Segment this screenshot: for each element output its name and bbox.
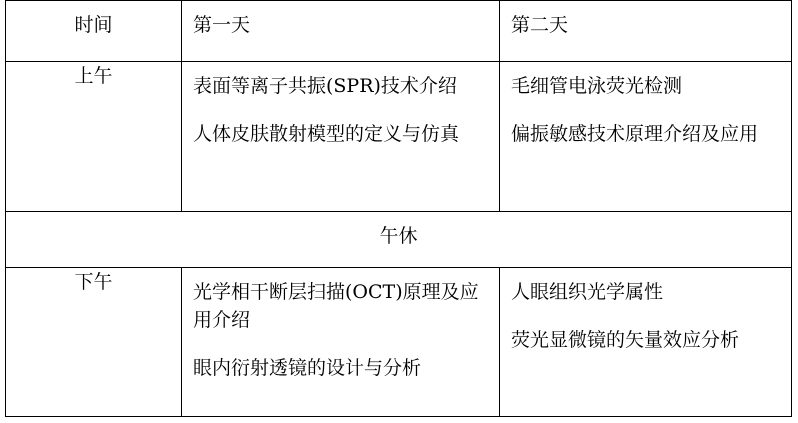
afternoon-label: 下午 [74, 271, 113, 293]
afternoon-day1-topic-2: 眼内衍射透镜的设计与分析 [193, 357, 422, 379]
lunch-row [6, 212, 792, 268]
header-day1-label: 第一天 [193, 14, 251, 36]
morning-day2-topic-2: 偏振敏感技术原理介绍及应用 [511, 123, 759, 145]
morning-row [6, 62, 792, 212]
morning-time-cell [6, 62, 182, 212]
header-row [6, 1, 792, 62]
morning-day2-cell [500, 62, 792, 212]
lunch-label: 午休 [379, 225, 418, 247]
schedule-table [5, 0, 792, 417]
afternoon-time-cell [6, 268, 182, 417]
afternoon-day1-topic-1: 光学相干断层扫描(OCT)原理及应用介绍 [193, 281, 479, 331]
header-day2-cell [500, 1, 792, 62]
morning-label: 上午 [74, 65, 113, 87]
afternoon-day2-topic-1: 人眼组织光学属性 [511, 281, 664, 303]
morning-day2-topic-1: 毛细管电泳荧光检测 [511, 75, 683, 97]
header-day1-cell [182, 1, 500, 62]
afternoon-row [6, 268, 792, 417]
morning-day1-topic-2: 人体皮肤散射模型的定义与仿真 [193, 123, 460, 145]
lunch-cell [6, 212, 792, 268]
header-time-cell [6, 1, 182, 62]
morning-day1-cell [182, 62, 500, 212]
header-day2-label: 第二天 [511, 14, 569, 36]
header-time-label: 时间 [74, 14, 113, 36]
afternoon-day2-topic-2: 荧光显微镜的矢量效应分析 [511, 329, 740, 351]
afternoon-day1-cell [182, 268, 500, 417]
afternoon-day2-cell [500, 268, 792, 417]
morning-day1-topic-1: 表面等离子共振(SPR)技术介绍 [193, 75, 457, 97]
